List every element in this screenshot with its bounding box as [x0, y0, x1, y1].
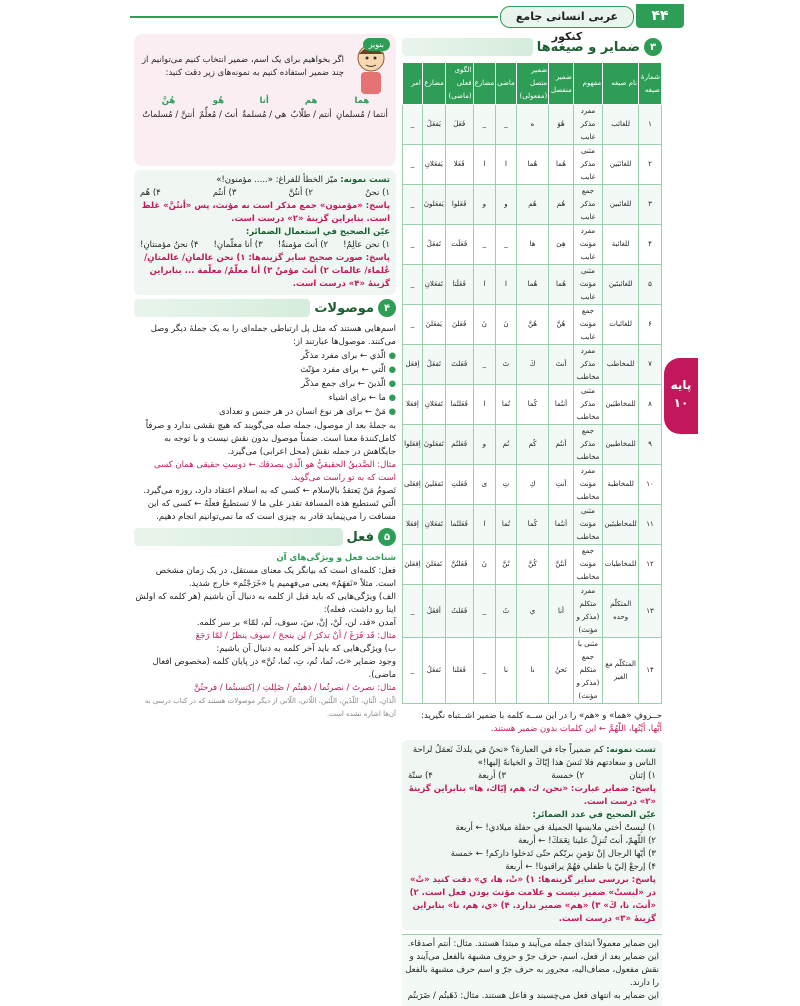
table-cell: ا	[473, 385, 496, 425]
table-cell: فَعَلَتا	[445, 265, 473, 305]
note-pronoun-groups	[140, 94, 390, 122]
table-cell: تَ	[496, 345, 517, 385]
table-cell: للغائبَین	[603, 145, 639, 185]
section5-title: فعل	[346, 529, 374, 545]
table-cell: هُما	[516, 265, 548, 305]
table-cell: _	[473, 585, 496, 638]
test2-option: ۴) إرجعْ إليّ يا طفلي فهُمْ يراقبونا! ← أربعة	[505, 862, 656, 872]
table-cell: تُما	[496, 505, 517, 545]
test1-option: ۲) خمسة	[551, 771, 585, 781]
right-column	[402, 34, 662, 1006]
table-cell: هُوَ	[549, 105, 574, 145]
section5-example1: مثال: قَد فَرَغَ / أنْ تذكرَ / لن ينجحَ / سوف ينظرُ / لمّا رَجَعَ	[195, 631, 396, 641]
table-cell: هُم	[549, 185, 574, 225]
section5-example2: مثال: نصرتَ / نصرتُما / ذهبتُم / ضَلِلتِ / إكتسبتُما / فرحتُنَّ	[194, 683, 396, 693]
table-header-cell: مضارع	[473, 63, 496, 105]
table-cell: نَفعَلُ	[422, 638, 445, 704]
section4-number: ۴	[378, 299, 396, 317]
table-cell: ۱۲	[639, 545, 662, 585]
table-cell: ۲	[639, 145, 662, 185]
grade-tab	[664, 358, 698, 434]
group-noun: هُنَّ	[161, 96, 176, 106]
section4-title: موصولات	[314, 300, 374, 316]
table-cell: ۹	[639, 425, 662, 465]
footnote-3: این ضمایر به انتهای فعل می‌چسبند و فاعل هستند. مثال: ذَهَبتُم / ضَرَبتُم	[407, 991, 659, 1001]
table-header-cell: شمارهٔ صیغه	[639, 63, 662, 105]
test2-question: عيّن الصحيح في عدد الضمائر:	[532, 810, 656, 820]
testa-options2	[140, 239, 390, 252]
table-cell: أنتُم	[549, 425, 574, 465]
table-cell: ۶	[639, 305, 662, 345]
table-cell: فَعَلنا	[445, 638, 473, 704]
table-cell: تَفعَلینَ	[422, 465, 445, 505]
table-cell: ۱۴	[639, 638, 662, 704]
relative-item-text: الّذينَ ← برای جمع مذکّر	[301, 379, 386, 389]
section5-heading	[134, 526, 396, 548]
table-cell: للغائبات	[603, 305, 639, 345]
table-cell: فَعَلتُم	[445, 425, 473, 465]
section4-heading	[134, 297, 396, 319]
relative-item-text: ما ← برای اشياء	[328, 393, 386, 403]
footnote-1: این ضمایر معمولاً ابتدای جمله می‌آیند و مبتدا هستند. مثال: أنتم أصدقاء.	[407, 939, 659, 949]
group-noun: أنا	[259, 96, 269, 106]
section5-text2: الف) ویژگی‌هایی که باید قبل از کلمه به دنبال آن باشیم (هر کلمه که اولش اینا رو داشت، فعله):	[135, 592, 396, 615]
test1-answer: پاسخ: ضمایر عبارت: «نحن، ك، هم، إيّاك، ها» بنابراین گزینهٔ «۲» درست است.	[408, 784, 656, 807]
table-cell: ۳	[639, 185, 662, 225]
table-cell: مثنی یا جمع متکلم (مذکر و مؤنث)	[573, 638, 602, 704]
table-cell: _	[403, 265, 423, 305]
table-cell: أنتُما	[549, 505, 574, 545]
table-cell: _	[473, 345, 496, 385]
section4-example3: الّتي تَستطيع هذه المسافة تقدر على ما لا تستطيعُ فعلَهُ ← کسی که این مسافت را می‌پیماید قادر به چیزی است که ما نمی‌توانیم انجام دهیم.	[147, 499, 396, 522]
testa-option: ۲) أنتُنَّ	[288, 188, 313, 198]
table-cell: كُما	[516, 385, 548, 425]
relative-item: ● الّذي ← برای مفرد مذکّر	[300, 351, 396, 361]
testa-option: ۳) أنتُم	[212, 188, 237, 198]
table-cell: ۴	[639, 225, 662, 265]
table-cell: فَعَلتُنَّ	[445, 545, 473, 585]
table-cell: كِ	[516, 465, 548, 505]
table-cell: مفرد مؤنث مخاطب	[573, 465, 602, 505]
table-cell: المتكلّم وحده	[603, 585, 639, 638]
table-cell: مثنی مذکر غایب	[573, 145, 602, 185]
left-column	[134, 34, 396, 721]
table-cell: جمع مذکر غایب	[573, 185, 602, 225]
section5-footnote: الّذانِ، الّتانِ، اللّذَينِ، اللّتَين، اللّاتي، اللّاتي از دیگر موصولات هستند که در کتاب درسی به آن‌ها اشاره نشده است.	[144, 697, 396, 718]
table-row	[403, 385, 662, 425]
table-row	[403, 305, 662, 345]
table-row	[403, 145, 662, 185]
table-cell: ۱۰	[639, 465, 662, 505]
relative-item: ● ما ← برای اشياء	[328, 393, 396, 403]
table-row	[403, 425, 662, 465]
table-cell: ا	[473, 145, 496, 185]
table-cell: _	[496, 225, 517, 265]
test2-option: ۲) اللّهمّ، أنتَ تُنزِلُ علينا نِعَمَكَ! ← أربعة	[518, 836, 656, 846]
table-cell: تِ	[496, 465, 517, 505]
table-cell: هُنَّ	[516, 305, 548, 345]
table-cell: فَعَلَت	[445, 225, 473, 265]
pronoun-group	[199, 94, 237, 122]
testa-question: ميّز الخطأ للفراغ: «..... مؤمنون!»	[216, 175, 338, 185]
table-cell: _	[473, 225, 496, 265]
testa-option: ۴) هُم	[140, 188, 161, 198]
table-cell: فَعَلنَ	[445, 305, 473, 345]
table-cell: تَفعَلانِ	[422, 265, 445, 305]
table-cell: كَ	[516, 345, 548, 385]
table-cell: مثنی مؤنث غایب	[573, 265, 602, 305]
table-cell: أنتُما	[549, 385, 574, 425]
test2-option: ۱) لبِستْ أختي ملابسها الجميلة في حفلة ميلادي! ← أربعة	[455, 823, 656, 833]
table-cell: _	[473, 105, 496, 145]
testa-option: ۱) نحنُ	[365, 188, 390, 198]
table-cell: ۱۱	[639, 505, 662, 545]
table-header-cell: نام صیغه	[603, 63, 639, 105]
test1-options	[408, 770, 656, 783]
book-title: عربی انسانی جامع کنکور	[500, 6, 634, 28]
table-cell: للغائبة	[603, 225, 639, 265]
table-row	[403, 345, 662, 385]
hint-line1: حــروفِ «هما» و «هم» را در این ســه کلمه با ضمیر اشــتباه نگیرید:	[421, 711, 662, 721]
table-cell: هُنَّ	[549, 305, 574, 345]
table-cell: و	[473, 185, 496, 225]
section4-text: به جملهٔ بعد از موصول، جمله صله می‌گویند که هیچ نقشی ندارد و صرفاً کامل‌کنندهٔ معنا است. ضمناً موصول بدون نقش نیست و با توجه به جایگاهش در جمله نقش (محل اعرابی) می‌گیرد.	[145, 421, 396, 457]
section5-text1: فعل: کلمه‌ای است که بیانگر یک معنای مستقل، در یک زمان مشخص است. مثلاً «نَفهَمُ» یعنی می‌فهمیم یا «خَرَجْتُم» خارج شدید.	[155, 566, 396, 589]
testa-answer: پاسخ: «مؤمنون» جمع مذکر است نه مؤنث، پس «أنتُنَّ» غلط است. بنابراین گزینهٔ «۲» درست است.	[141, 201, 390, 224]
page-header	[0, 0, 800, 43]
table-row	[403, 465, 662, 505]
table-cell: هِیَ	[549, 225, 574, 265]
table-cell: اِفعَلنَ	[403, 545, 423, 585]
table-cell: یَفعَلانِ	[422, 145, 445, 185]
table-cell: المتكلّم مع الغیر	[603, 638, 639, 704]
test1-label: تست نمونه:	[606, 745, 656, 755]
table-cell: للمخاطبَین	[603, 385, 639, 425]
table-cell: هُما	[549, 265, 574, 305]
table-row	[403, 638, 662, 704]
table-cell: مفرد متکلم (مذکر و مؤنث)	[573, 585, 602, 638]
table-cell: تُ	[496, 585, 517, 638]
table-row	[403, 545, 662, 585]
pronoun-group	[291, 94, 332, 122]
testa-option2: ۴) نحنُ مؤمنتانِ!	[140, 240, 199, 250]
table-cell: ۷	[639, 345, 662, 385]
table-cell: _	[496, 105, 517, 145]
table-cell: للغائبتَین	[603, 265, 639, 305]
relative-item: ● مَنْ ← برای هر نوع انسان در هر جنس و تعدادی	[218, 407, 396, 417]
table-cell: هُما	[516, 145, 548, 185]
table-cell: فَعَلتِ	[445, 465, 473, 505]
testa-option2: ۲) أنتَ مؤمنةٌ!	[277, 240, 329, 250]
table-cell: جمع مؤنث مخاطب	[573, 545, 602, 585]
table-cell: _	[403, 305, 423, 345]
table-cell: ۸	[639, 385, 662, 425]
table-cell: و	[473, 425, 496, 465]
table-row	[403, 105, 662, 145]
relative-item-text: الّذي ← برای مفرد مذکّر	[300, 351, 386, 361]
testa-option2: ۳) أنا معلّمانِ!	[213, 240, 263, 250]
table-cell: اِفعَلا	[403, 505, 423, 545]
grade-tab-line2: ۱۰	[673, 396, 689, 410]
table-cell: أنتِ	[549, 465, 574, 505]
table-header-cell: ضمیر منفصل	[549, 63, 574, 105]
table-cell: تَفعَلونَ	[422, 425, 445, 465]
table-cell: مفرد مذکر مخاطب	[573, 345, 602, 385]
table-cell: و	[496, 185, 517, 225]
table-cell: مثنی مذکر مخاطب	[573, 385, 602, 425]
test2-answer: پاسخ: بررسی سایر گزینه‌ها: ۱) «تْ، ها، ي» دقت کنید «تْ» در «لبستْ» ضمیر نیست و علامت مؤنث بودن فعل است. ۲) «أنتَ، نا، كَ» ۳) «هم» ضمیر ندارد. ۴) «ي، هم، نا» بنابراین گزینهٔ «۳» درست است.	[409, 875, 656, 924]
table-cell: ۵	[639, 265, 662, 305]
table-header-cell: مضارع	[422, 63, 445, 105]
table-cell: نَحنُ	[549, 638, 574, 704]
section5-text5: وجود ضمایر «تَ، تُما، تُم، تِ، تُما، تُنَّ» در پایان کلمه (مخصوص افعال ماضی).	[152, 657, 396, 680]
testa-options	[140, 187, 390, 200]
section5-number: ۵	[378, 528, 396, 546]
table-cell: ۱	[639, 105, 662, 145]
table-header-cell: الگوی فعلی (ماضی)	[445, 63, 473, 105]
table-cell: _	[403, 105, 423, 145]
table-cell: أفعَلُ	[422, 585, 445, 638]
table-cell: یَفعَلنَ	[422, 305, 445, 345]
table-cell: تُما	[496, 385, 517, 425]
note-text: اگر بخواهیم برای یک اسم، ضمیر انتخاب کنیم می‌توانیم از چند ضمیر استفاده کنیم به نمونه‌های زیر دقت کنید:	[141, 55, 344, 78]
table-cell: للمخاطب	[603, 345, 639, 385]
table-cell: یَفعَلُ	[422, 105, 445, 145]
table-cell: ها	[516, 225, 548, 265]
table-cell: للغائبین	[603, 185, 639, 225]
test1-question: کم ضميراً جاء في العبارة؟ «نحنُ في بلدكَ نَعمَلُ لراحة الناس و سعادتهم فلا تَنسَ هذا إيّاكَ و الخيانةَ إليها!»	[412, 745, 656, 768]
group-pronouns: أنتَ / مُعلِّمٌ	[199, 110, 238, 120]
pronoun-group	[142, 94, 195, 122]
table-cell: تَفعَلانِ	[422, 505, 445, 545]
table-cell: للمخاطبات	[603, 545, 639, 585]
grade-tab-line1: پایه	[670, 378, 692, 392]
group-noun: هم	[304, 96, 318, 106]
table-cell: هُما	[549, 145, 574, 185]
testa-question2: عيّن الصحيح في استعمال الضمائر:	[245, 227, 390, 237]
table-cell: فَعَلتُ	[445, 585, 473, 638]
table-row	[403, 225, 662, 265]
note-box	[134, 34, 396, 166]
table-cell: هُم	[516, 185, 548, 225]
hint-note	[402, 710, 662, 736]
table-cell: تَفعَلنَ	[422, 545, 445, 585]
test-box-a	[134, 170, 396, 295]
table-cell: ی	[473, 465, 496, 505]
table-cell: ا	[473, 265, 496, 305]
pronoun-group	[336, 94, 388, 122]
section5-bar	[134, 528, 343, 546]
table-cell: جمع مذکر مخاطب	[573, 425, 602, 465]
test2-option: ۳) أيّها الرجال إنْ تؤمنِ بربّكم حتّى تَدخلوا داركم! ← خمسة	[450, 849, 656, 859]
header-rule	[130, 16, 498, 18]
table-cell: ه	[516, 105, 548, 145]
test-box-1	[402, 740, 662, 930]
section3-heading	[402, 36, 662, 58]
table-cell: نَ	[496, 305, 517, 345]
pronoun-table	[402, 62, 662, 704]
table-row	[403, 265, 662, 305]
table-cell: _	[403, 185, 423, 225]
table-row	[403, 185, 662, 225]
group-noun: هُو	[212, 96, 224, 106]
table-cell: فَعَلتُما	[445, 385, 473, 425]
table-cell: اِفعَلی	[403, 465, 423, 505]
table-cell: ي	[516, 585, 548, 638]
section4-example2: تَصومُ مَنْ يَعتقدُ بالإسلام ← کسی که به اسلام اعتقاد دارد، روزه می‌گیرد.	[143, 486, 396, 496]
relative-item-text: الّتي ← برای مفرد مؤنّث	[300, 365, 386, 375]
table-header-cell: امر	[403, 63, 423, 105]
section5-subtitle: شناخت فعل و ویژگی‌های آن	[276, 553, 396, 563]
table-cell: فَعَلتُما	[445, 505, 473, 545]
pronoun-footnotes	[402, 934, 662, 1006]
table-cell: كُنَّ	[516, 545, 548, 585]
table-row	[403, 505, 662, 545]
testa-label: تست نمونه:	[340, 175, 390, 185]
section3-bar	[402, 38, 533, 56]
table-cell: مثنی مؤنث مخاطب	[573, 505, 602, 545]
table-cell: أنتَ	[549, 345, 574, 385]
test1-option: ۳) أربعة	[477, 771, 507, 781]
table-cell: كُم	[516, 425, 548, 465]
table-header-cell: ماضی	[496, 63, 517, 105]
testa-option2: ۱) نحن عالِمٌ!	[343, 240, 390, 250]
section4-example1: مثال: الصَّديقُ الحقيقيُّ هو الّذي يصدقك ← دوستِ حقیقی همان کسی است که به تو راست می‌گوید.	[154, 460, 396, 483]
group-pronouns: هي / مُسلمةٌ	[241, 110, 287, 120]
table-cell: اِفعَل	[403, 345, 423, 385]
table-cell: یَفعَلونَ	[422, 185, 445, 225]
table-cell: _	[473, 638, 496, 704]
table-row	[403, 585, 662, 638]
relative-item: ● الّتي ← برای مفرد مؤنّث	[300, 365, 396, 375]
relative-item-text: مَنْ ← برای هر نوع انسان در هر جنس و تعدادی	[218, 407, 386, 417]
table-cell: _	[403, 145, 423, 185]
table-cell: اِفعَلوا	[403, 425, 423, 465]
table-cell: فَعَلَ	[445, 105, 473, 145]
group-noun: هما	[354, 96, 370, 106]
section5-text3: آمدن «قد، لن، لَنْ، إنْ، سَ، سوف، لَم، لمّا» بر سر کلمه.	[196, 618, 396, 628]
hint-line2: أيُّها، أيَّتُها، اللّهُمَّ ← این کلمات بدون ضمیر هستند.	[490, 724, 662, 734]
table-cell: أنتُنَّ	[549, 545, 574, 585]
table-cell: تُم	[496, 425, 517, 465]
table-cell: فَعَلتَ	[445, 345, 473, 385]
relative-item: ● الّذينَ ← برای جمع مذکّر	[301, 379, 396, 389]
test1-option: ۴) ستّة	[408, 771, 433, 781]
test1-option: ۱) إثنان	[629, 771, 656, 781]
table-cell: نا	[496, 638, 517, 704]
section4-intro: اسم‌هایی هستند که مثل پل ارتباطی جمله‌ای را به یک جملهٔ دیگر وصل می‌کنند. موصول‌ها عبارتند از:	[150, 324, 396, 347]
group-pronouns: أنتم / طلّابٌ	[290, 110, 332, 120]
table-cell: ۱۳	[639, 585, 662, 638]
section3-number: ۳	[644, 38, 662, 56]
pronoun-group	[242, 94, 286, 122]
table-header-cell: مفهوم	[573, 63, 602, 105]
section3-title: ضمایر و صیغه‌ها	[536, 39, 640, 55]
page-number: ۴۴	[636, 4, 684, 28]
table-cell: _	[403, 585, 423, 638]
table-cell: جمع مؤنث غایب	[573, 305, 602, 345]
table-cell: _	[403, 225, 423, 265]
table-cell: أنا	[549, 585, 574, 638]
table-cell: تَفعَلُ	[422, 345, 445, 385]
section5-text4: ب) ویژگی‌هایی که باید آخر کلمه به دنبال آن باشیم:	[216, 644, 396, 654]
table-cell: ا	[496, 145, 517, 185]
table-cell: نَ	[473, 305, 496, 345]
table-cell: مفرد مذکر غایب	[573, 105, 602, 145]
table-cell: للمخاطبین	[603, 425, 639, 465]
table-cell: تَفعَلانِ	[422, 385, 445, 425]
table-cell: ا	[473, 505, 496, 545]
table-cell: تُنَّ	[496, 545, 517, 585]
table-cell: نا	[516, 638, 548, 704]
table-cell: نَ	[473, 545, 496, 585]
table-cell: فَعَلا	[445, 145, 473, 185]
table-cell: _	[403, 638, 423, 704]
section4-bar	[134, 299, 310, 317]
table-cell: كُما	[516, 505, 548, 545]
table-cell: اِفعَلا	[403, 385, 423, 425]
table-cell: مفرد مؤنث غایب	[573, 225, 602, 265]
table-cell: تَفعَلُ	[422, 225, 445, 265]
testa-answer2: پاسخ: صورت صحیح سایر گزینه‌ها: ۱) نحن عالمانِ/ عالمتانِ/ عُلماء/ عالمات ۲) أنتَ مؤمنٌ ۳) أنا معلّمٌ/ معلّمة ... بنابراین گزینهٔ «۴» درست است.	[144, 253, 390, 289]
table-cell: ا	[496, 265, 517, 305]
group-pronouns: أنتما / مُسلمانِ	[336, 110, 388, 120]
footnote-2: این ضمایر بعد از فعل، اسم، حرف جرّ و حروف مشبهة بالفعل می‌آیند و نقش مفعول، مضاف‌الیه، مجرور به حرف جرّ و اسم حرف مشبهة بالفعل را دارند.	[405, 952, 659, 988]
table-cell: فَعَلوا	[445, 185, 473, 225]
table-cell: للمخاطبة	[603, 465, 639, 505]
note-badge: بنویز	[363, 38, 390, 51]
table-cell: للغائب	[603, 105, 639, 145]
group-pronouns: أنتنَّ / مُسلماتٌ	[142, 110, 195, 120]
table-header-cell: ضمیر متصل (مفعولی)	[516, 63, 548, 105]
table-cell: للمخاطبتَین	[603, 505, 639, 545]
